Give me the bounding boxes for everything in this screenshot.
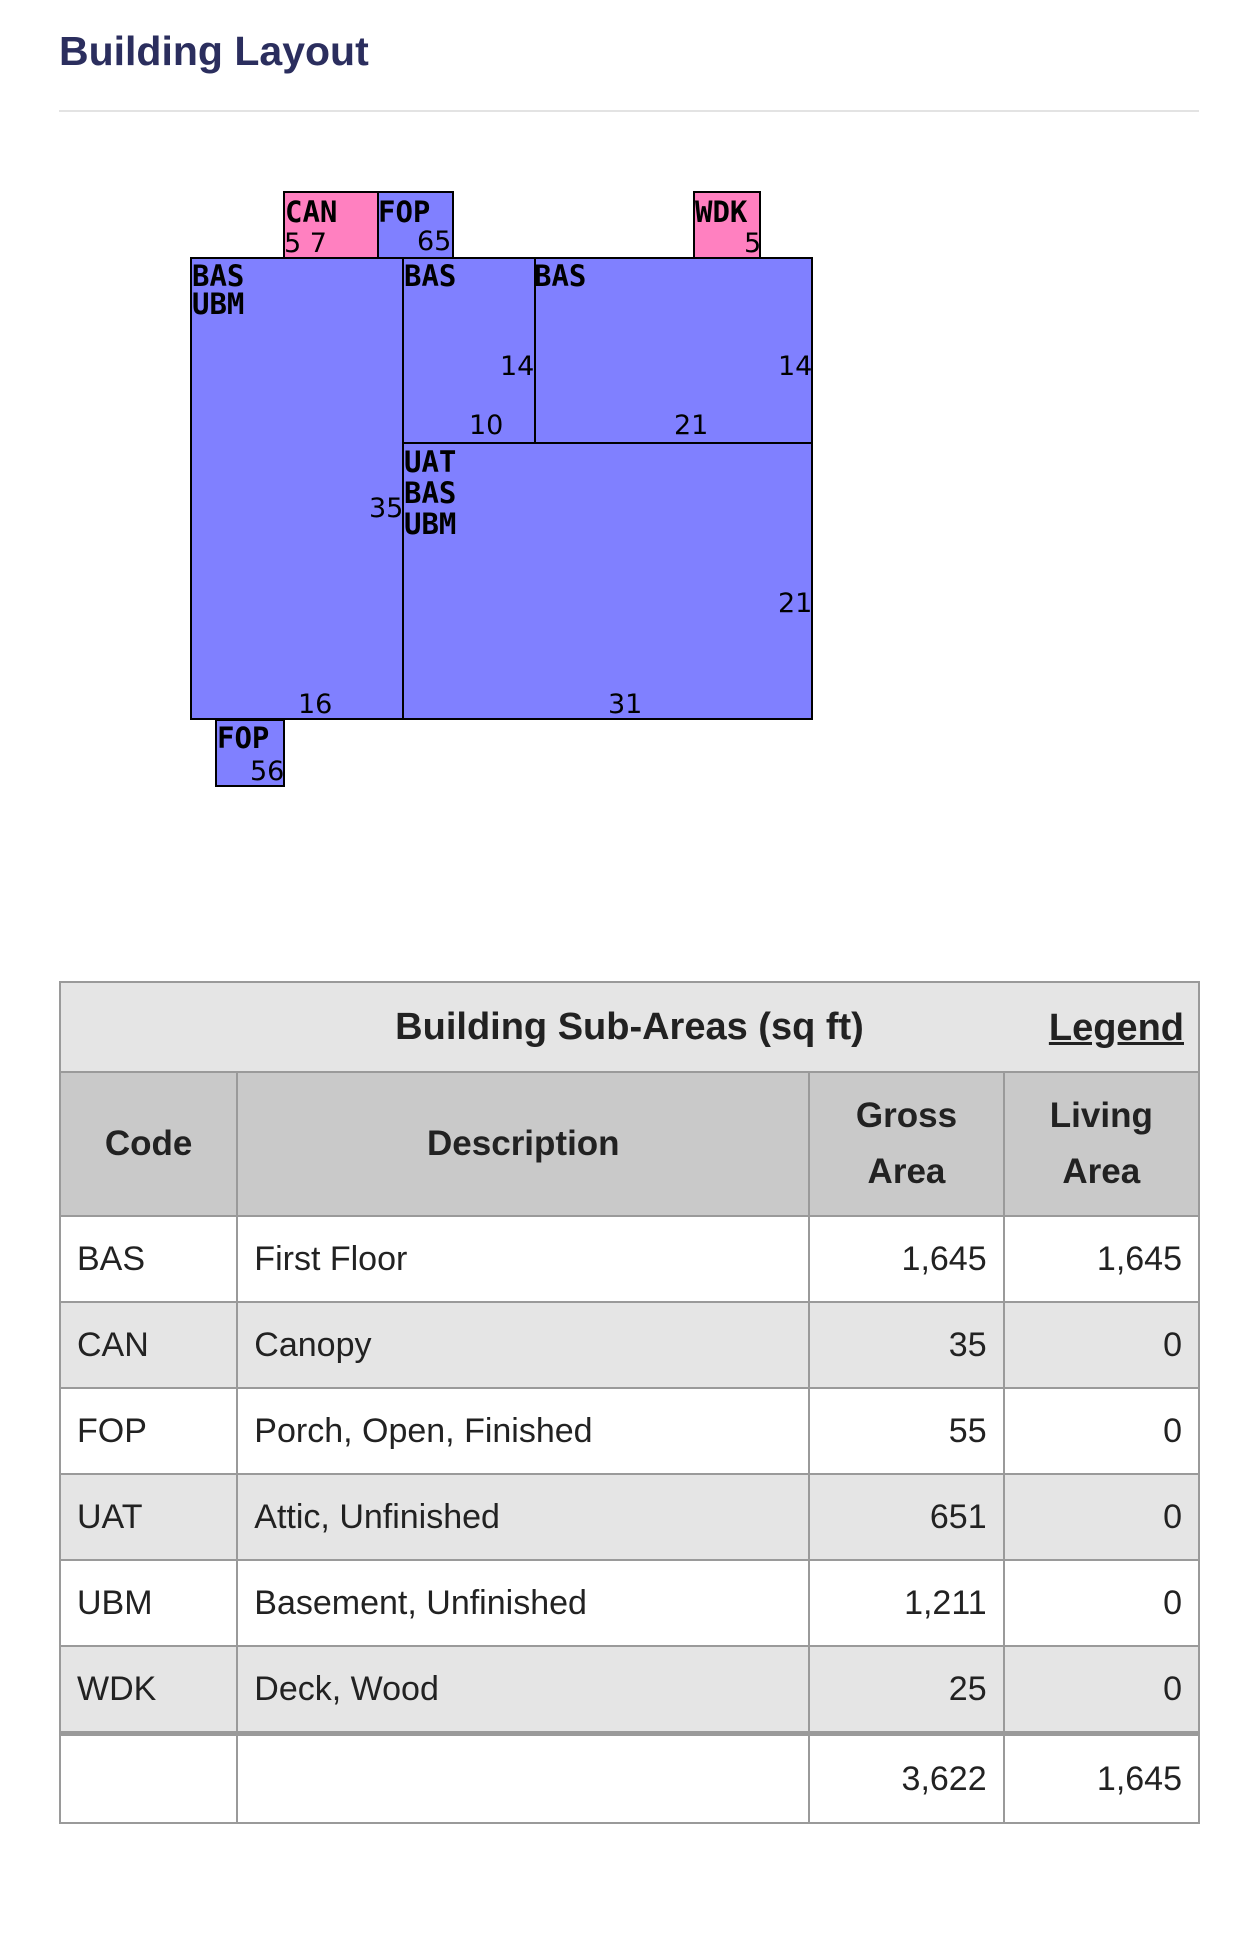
cell-living-area: 1,645 [1004, 1216, 1199, 1302]
sketch-label-uat: UAT [404, 445, 457, 479]
table-total-row [60, 1734, 1199, 1824]
sketch-label-fop-bottom: FOP [217, 721, 270, 755]
cell-code: BAS [60, 1216, 237, 1302]
header-gross-line2: Area [867, 1152, 946, 1191]
cell-description: Porch, Open, Finished [237, 1388, 809, 1474]
sketch-dim-21b: 21 [778, 588, 813, 619]
cell-gross-area: 651 [809, 1474, 1003, 1560]
sketch-label-ubm-low: UBM [404, 507, 457, 541]
table-header-row [60, 1072, 1199, 1216]
building-sketch [0, 0, 1257, 950]
cell-gross-area: 1,211 [809, 1560, 1003, 1646]
cell-living-area: 0 [1004, 1646, 1199, 1734]
cell-code: WDK [60, 1646, 237, 1734]
sketch-label-can: CAN [285, 195, 338, 229]
header-code: Code [60, 1072, 237, 1216]
cell-gross-area: 55 [809, 1388, 1003, 1474]
sketch-label-fop-bottom-dims: 56 [250, 756, 285, 787]
sketch-label-fop-top-dims: 65 [417, 226, 452, 257]
header-living-line2: Area [1062, 1152, 1141, 1191]
sketch-label-fop-top: FOP [378, 195, 431, 229]
cell-gross-area: 1,645 [809, 1216, 1003, 1302]
header-gross-line1: Gross [855, 1096, 958, 1135]
sketch-label-bas-mid: BAS [404, 259, 457, 293]
cell-gross-area: 35 [809, 1302, 1003, 1388]
total-description [237, 1734, 809, 1824]
table-row [60, 1388, 1199, 1474]
header-living-line1: Living [1049, 1096, 1153, 1135]
cell-description: Basement, Unfinished [237, 1560, 809, 1646]
sketch-label-can-dims: 5 7 [284, 228, 327, 259]
cell-living-area: 0 [1004, 1474, 1199, 1560]
table-caption: Building Sub-Areas (sq ft) [395, 1005, 864, 1048]
cell-living-area: 0 [1004, 1302, 1199, 1388]
cell-description: Canopy [237, 1302, 809, 1388]
sketch-dim-21a: 21 [674, 410, 709, 441]
cell-code: CAN [60, 1302, 237, 1388]
header-living-area [1004, 1072, 1199, 1216]
cell-gross-area: 25 [809, 1646, 1003, 1734]
sketch-dim-14b: 14 [778, 351, 813, 382]
sketch-dim-31: 31 [608, 689, 643, 720]
sketch-label-ubm-left: UBM [192, 287, 245, 321]
cell-living-area: 0 [1004, 1388, 1199, 1474]
cell-code: FOP [60, 1388, 237, 1474]
table-row [60, 1302, 1199, 1388]
header-description: Description [237, 1072, 809, 1216]
sketch-main-area [191, 258, 812, 719]
cell-description: First Floor [237, 1216, 809, 1302]
sketch-label-bas-low: BAS [404, 476, 457, 510]
sketch-label-bas-left: BAS [192, 259, 245, 293]
sub-areas-table [59, 981, 1200, 1824]
sketch-dim-16: 16 [298, 689, 333, 720]
total-code [60, 1734, 237, 1824]
sketch-dim-14a: 14 [500, 351, 535, 382]
sketch-label-bas-right: BAS [534, 259, 587, 293]
table-caption-row [60, 982, 1199, 1072]
table-row [60, 1560, 1199, 1646]
header-gross-area [809, 1072, 1003, 1216]
legend-link[interactable]: Legend [1048, 1007, 1184, 1049]
sketch-label-wdk-dims: 5 [744, 228, 762, 259]
cell-code: UBM [60, 1560, 237, 1646]
total-living-area: 1,645 [1004, 1734, 1199, 1824]
sketch-dim-10: 10 [469, 410, 504, 441]
cell-code: UAT [60, 1474, 237, 1560]
cell-living-area: 0 [1004, 1560, 1199, 1646]
total-gross-area: 3,622 [809, 1734, 1003, 1824]
sketch-label-wdk: WDK [695, 195, 748, 229]
table-row [60, 1646, 1199, 1734]
sketch-dim-35: 35 [369, 493, 404, 524]
page-title: Building Layout [59, 28, 369, 74]
cell-description: Attic, Unfinished [237, 1474, 809, 1560]
table-row [60, 1216, 1199, 1302]
cell-description: Deck, Wood [237, 1646, 809, 1734]
table-caption-cell [60, 982, 1199, 1072]
table-row [60, 1474, 1199, 1560]
